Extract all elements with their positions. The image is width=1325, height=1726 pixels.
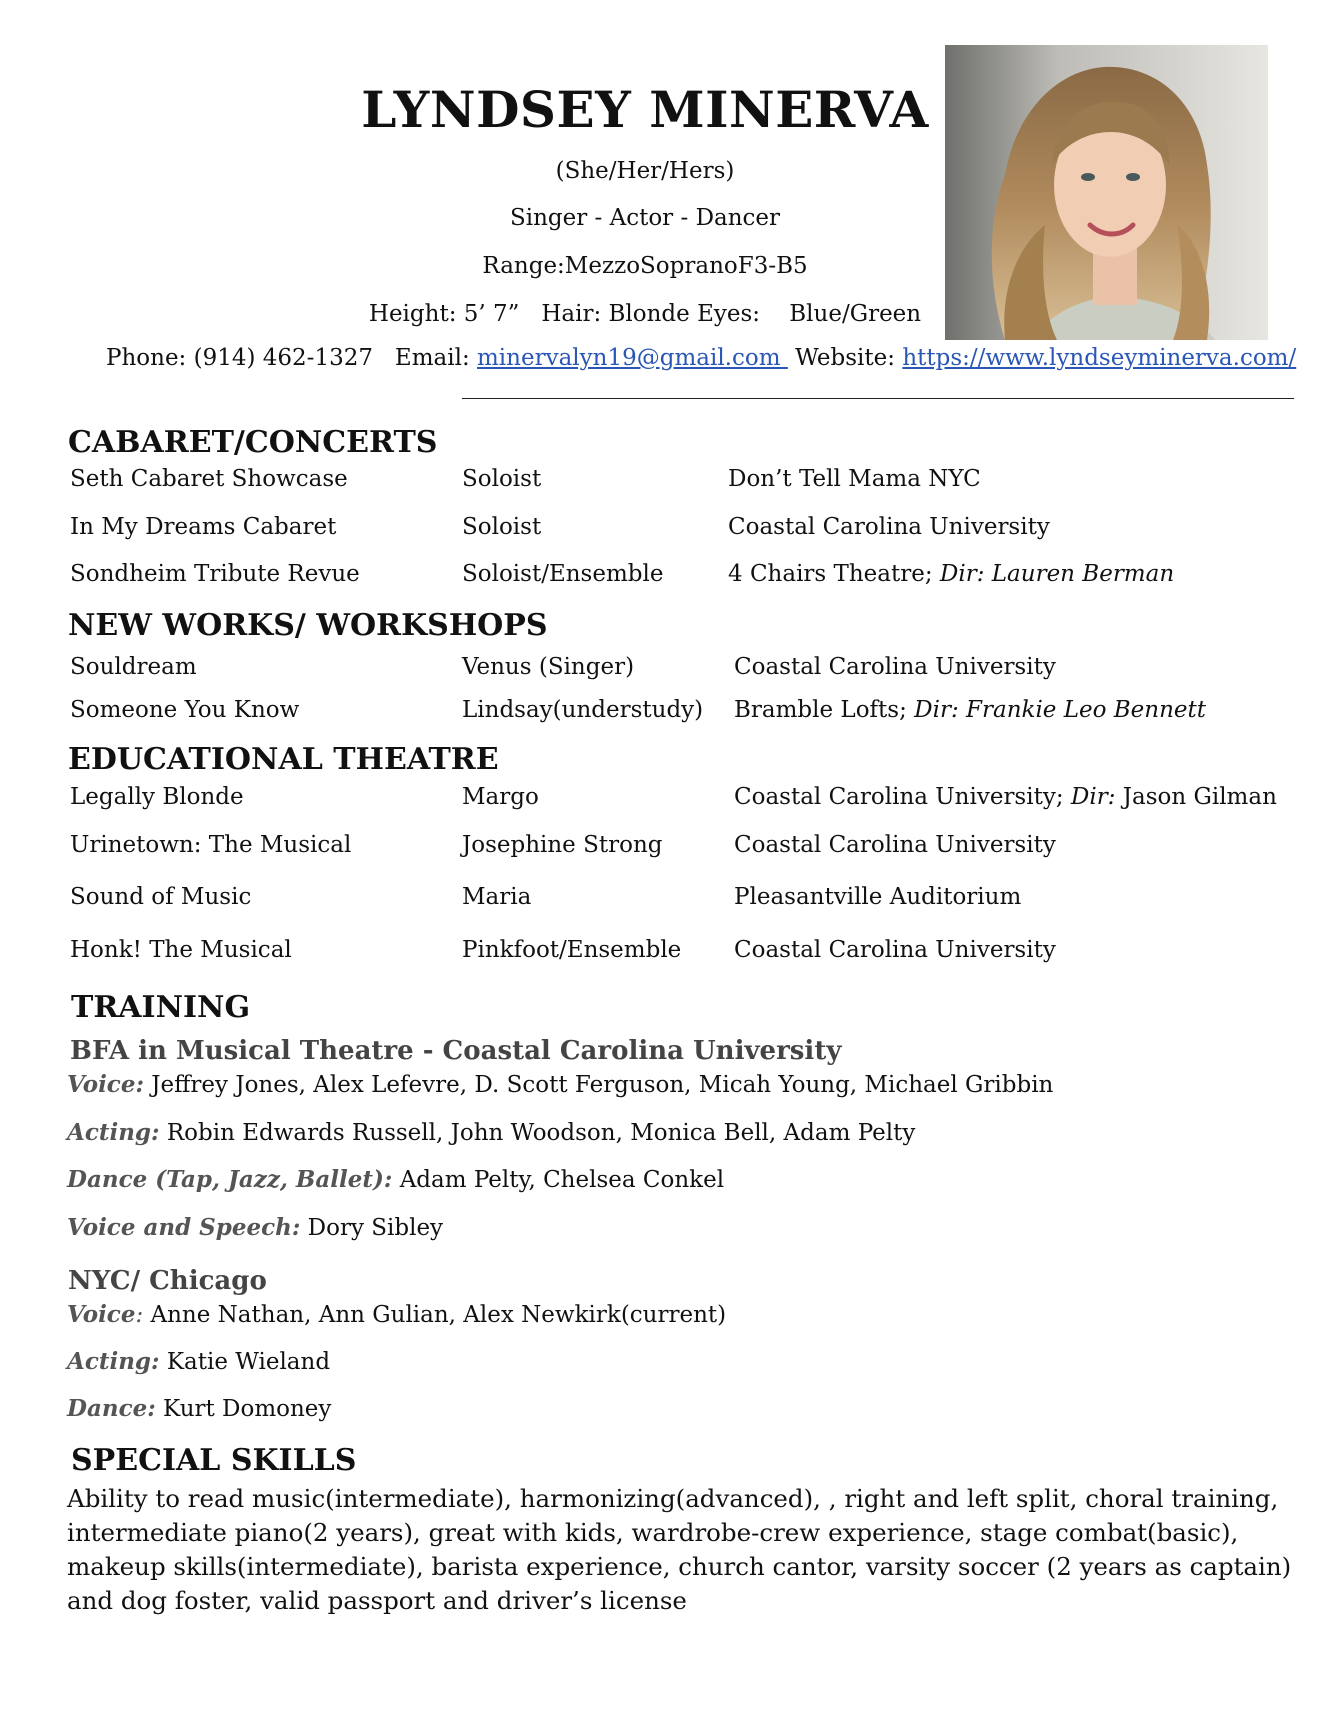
director: Dir: Lauren Berman	[939, 561, 1175, 587]
vocal-range: Range:MezzoSopranoF3-B5	[482, 253, 808, 279]
training-line	[67, 1395, 331, 1422]
training-label: Dance (Tap, Jazz, Ballet):	[67, 1166, 393, 1193]
training-label: Voice:	[67, 1071, 144, 1098]
credit-role: Soloist/Ensemble	[462, 561, 664, 587]
training-teachers: Katie Wieland	[159, 1349, 331, 1375]
section-title-new-works: NEW WORKS/ WORKSHOPS	[68, 608, 548, 643]
director: Jason Gilman	[1115, 784, 1277, 810]
credit-venue	[728, 561, 1174, 587]
credit-role: Venus (Singer)	[462, 654, 635, 680]
credit-venue: Don’t Tell Mama NYC	[728, 466, 981, 492]
credit-role: Soloist	[462, 466, 542, 492]
section-title-cabaret: CABARET/CONCERTS	[68, 425, 438, 460]
credit-role: Lindsay(understudy)	[462, 697, 704, 723]
credit-role: Maria	[462, 884, 532, 910]
credit-show: Sound of Music	[70, 884, 252, 910]
contact-line	[106, 345, 1296, 371]
venue-name: 4 Chairs Theatre;	[728, 561, 940, 587]
training-teachers: Dory Sibley	[300, 1215, 444, 1241]
training-nyc: NYC/ Chicago	[68, 1266, 267, 1296]
credit-venue	[734, 784, 1277, 810]
training-line	[67, 1119, 915, 1146]
section-title-educational: EDUCATIONAL THEATRE	[68, 742, 499, 777]
credit-venue: Coastal Carolina University	[728, 514, 1050, 540]
credit-venue: Pleasantville Auditorium	[734, 884, 1022, 910]
venue-name: Coastal Carolina University;	[734, 784, 1071, 810]
training-line	[67, 1348, 330, 1375]
physical-stats: Height: 5’ 7” Hair: Blonde Eyes: Blue/Green	[368, 301, 922, 327]
headshot-photo	[945, 45, 1268, 340]
training-line	[67, 1071, 1053, 1098]
website-link[interactable]: https://www.lyndseyminerva.com/	[902, 345, 1297, 371]
training-line	[67, 1301, 726, 1328]
section-title-training: TRAINING	[71, 990, 251, 1025]
credit-show: In My Dreams Cabaret	[70, 514, 337, 540]
resume-name: LYNDSEY MINERVA	[361, 80, 929, 139]
credit-show: Souldream	[70, 654, 197, 680]
credit-show: Seth Cabaret Showcase	[70, 466, 348, 492]
email-link[interactable]: minervalyn19@gmail.com	[477, 345, 788, 371]
training-label: Acting:	[67, 1348, 160, 1375]
training-line	[67, 1214, 443, 1241]
director-label: Dir:	[1070, 784, 1116, 810]
credit-venue: Coastal Carolina University	[734, 937, 1056, 963]
roles: Singer - Actor - Dancer	[509, 205, 781, 231]
training-teachers: Kurt Domoney	[155, 1396, 332, 1422]
training-teachers: Adam Pelty, Chelsea Conkel	[392, 1167, 725, 1193]
header-divider	[462, 398, 1294, 399]
credit-show: Honk! The Musical	[70, 937, 292, 963]
credit-role: Soloist	[462, 514, 542, 540]
venue-name: Bramble Lofts;	[734, 697, 915, 723]
credit-role: Josephine Strong	[462, 832, 663, 858]
credit-show: Urinetown: The Musical	[70, 832, 352, 858]
credit-venue: Coastal Carolina University	[734, 654, 1056, 680]
credit-venue	[734, 697, 1206, 723]
phone-email-label: Phone: (914) 462-1327 Email:	[106, 345, 477, 371]
section-title-skills: SPECIAL SKILLS	[71, 1443, 357, 1478]
training-label: Voice and Speech:	[67, 1214, 301, 1241]
training-bfa: BFA in Musical Theatre - Coastal Carolina University	[70, 1036, 842, 1066]
credit-show: Someone You Know	[70, 697, 300, 723]
credit-venue: Coastal Carolina University	[734, 832, 1056, 858]
training-label: Dance:	[67, 1395, 156, 1422]
pronouns: (She/Her/Hers)	[555, 158, 735, 184]
credit-role: Pinkfoot/Ensemble	[462, 937, 682, 963]
training-teachers: Jeffrey Jones, Alex Lefevre, D. Scott Ferguson, Micah Young, Michael Gribbin	[143, 1072, 1054, 1098]
skills-text: Ability to read music(intermediate), harmonizing(advanced), , right and left split, choral training, intermediate piano(2 years), great with kids, wardrobe-crew experience, stage combat(basic), makeup skills(intermediate), barista experience, church cantor, varsity soccer (2 years as captain) and dog foster, valid passport and driver’s license	[67, 1484, 1292, 1615]
training-line	[67, 1166, 724, 1193]
training-teachers: Robin Edwards Russell, John Woodson, Monica Bell, Adam Pelty	[159, 1120, 916, 1146]
credit-show: Sondheim Tribute Revue	[70, 561, 360, 587]
director: Dir: Frankie Leo Bennett	[914, 697, 1206, 723]
website-label: Website:	[787, 345, 903, 371]
training-label: Voice	[67, 1301, 136, 1328]
training-teachers: Anne Nathan, Ann Gulian, Alex Newkirk(current)	[143, 1302, 727, 1328]
training-colon: :	[135, 1302, 144, 1328]
credit-show: Legally Blonde	[70, 784, 244, 810]
credit-role: Margo	[462, 784, 539, 810]
training-label: Acting:	[67, 1119, 160, 1146]
